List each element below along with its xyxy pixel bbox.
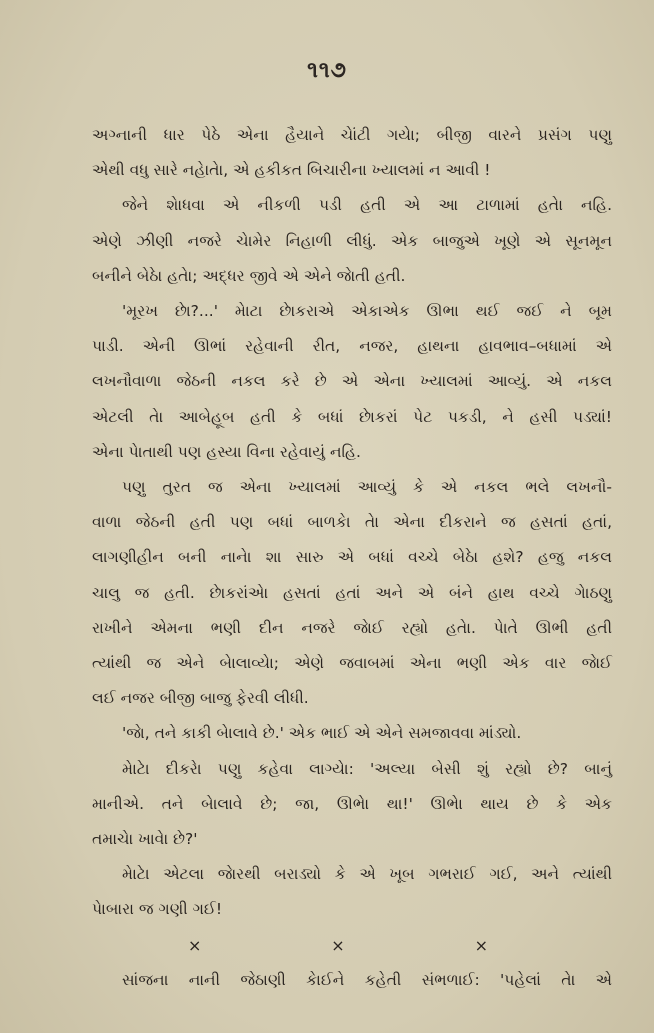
separator-mark: × [474, 935, 488, 955]
text-line: 'જેા, તને કાકી બેાલાવે છે.' એક ભાઈ એ એને સમજાવવા માંડ્યો. [122, 724, 522, 743]
text-line: સાંજના નાની જેઠાણી કેાઈને કહેતી સંભળાઈ: 'પહેલાં તેા એ [122, 970, 612, 989]
text-line: પણુ તુરત જ એના ખ્યાલમાં આવ્યું કે એ નકલ ભલે લખનૌ- [122, 478, 612, 497]
paragraph [92, 470, 612, 716]
text-line: લાગણીહીન બની નાનેા શા સારુ એ બધાં વચ્ચે બેઠેા હશે? હજુ નકલ [92, 548, 612, 567]
page-number: ૧૧૭ [307, 58, 347, 83]
paragraph [92, 716, 612, 751]
paragraph [92, 294, 612, 470]
body-text [92, 118, 612, 998]
separator-mark: × [188, 935, 202, 955]
text-line: એણે ઝીણી નજરે ચેામેર નિહાળી લીધું. એક બાજુએ ખૂણે એ સૂનમૂન [92, 231, 612, 250]
separator-mark: × [331, 935, 345, 955]
text-line: એથી વધુ સારે નહેાતેા, એ હકીકત બિચારીના ખ્યાલમાં ન આવી ! [92, 161, 491, 180]
paragraph [92, 752, 612, 858]
text-line: પાડી. એની ઊભાં રહેવાની રીત, નજર, હાથના હાવભાવ–બધામાં એ [92, 337, 612, 356]
text-line: લઈ નજર બીજી બાજુ ફેરવી લીધી. [92, 689, 309, 708]
text-line: એટલી તેા આબેહૂબ હતી કે બધાં છેાકરાં પેટ પકડી, ને હસી પડ્યાં! [92, 407, 612, 426]
text-line: ત્યાંથી જ એને બેાલાવ્યેા; એણે જવાબમાં એના ભણી એક વાર જેાઈ [92, 654, 612, 673]
section-separator [188, 928, 488, 963]
text-line: 'મૂરખ છેા?...' મેાટા છેાકરાએ એકાએક ઊભા થઈ જઈ ને બૂમ [122, 302, 612, 321]
text-line: એના પેાતાથી પણ હસ્યા વિના રહેવાયું નહિ. [92, 442, 361, 461]
text-line: પેાબારા જ ગણી ગઈ! [92, 900, 223, 919]
text-line: વાળા જેઠની હતી પણ બધાં બાળકેા તેા એના દીકરાને જ હસતાં હતાં, [92, 513, 612, 532]
text-line: અગ્નાની ધાર પેઠે એના હૈયાને ચેાંટી ગયેા; બીજી વારને પ્રસંગ પણુ [92, 126, 612, 144]
paragraph [92, 857, 612, 927]
text-line: મેાટેા દીકરેા પણુ કહેવા લાગ્યેા: 'અલ્યા બેસી શું રહ્યો છે? બાનું [122, 759, 612, 778]
text-line: રાખીને એમના ભણી દીન નજરે જેાઈ રહ્યો હતેા. પેાતે ઊભી હતી [92, 618, 612, 637]
text-line: લખનૌવાળા જેઠની નકલ કરે છે એ એના ખ્યાલમાં આવ્યું. એ નકલ [92, 372, 612, 391]
text-line: તમાચેા ખાવેા છે?' [92, 830, 198, 849]
text-line: જેને શેાધવા એ નીકળી પડી હતી એ આ ટાળામાં હતેા નહિ. [122, 196, 612, 215]
text-line: મેાટેા એટલા જેારથી બરાડ્યો કે એ ખૂબ ગભરાઈ ગઈ, અને ત્યાંથી [122, 865, 612, 884]
text-line: માનીએ. તને બેાલાવે છે; જા, ઊભેા થા!' ઊભેા થાય છે કે એક [92, 794, 612, 813]
text-line: બનીને બેઠેા હતેા; અદ્ધર જીવે એ એને જેાતી હતી. [92, 266, 406, 285]
text-line: ચાલુ જ હતી. છેાકરાંએા હસતાં હતાં અને એ બંને હાથ વચ્ચે ગેાઠણુ [92, 583, 612, 602]
paragraph [92, 188, 612, 294]
paragraph [92, 118, 612, 188]
